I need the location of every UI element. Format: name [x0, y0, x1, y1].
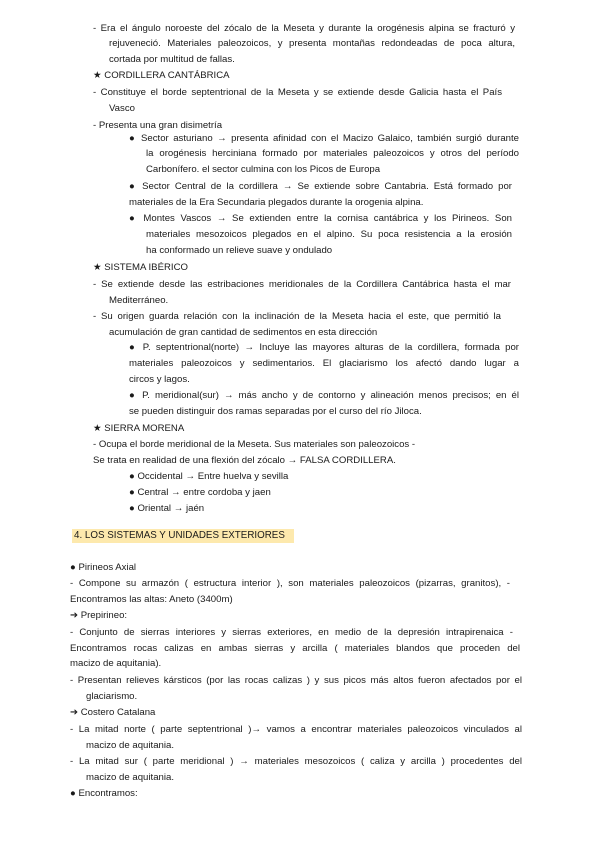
bullet-sector-asturiano: ● Sector asturiano → presenta afinidad con el Macizo Galaico, también surgió durante: [129, 133, 519, 144]
bullet-pirineos-axial: ● Pirineos Axial: [70, 562, 137, 573]
paragraph-line: - Presentan relieves kársticos (por las rocas calizas ) y sus picos más altos fueron afectados por el: [70, 675, 522, 686]
bullet-occidental: ● Occidental → Entre huelva y sevilla: [129, 471, 289, 482]
paragraph-line: - Compone su armazón ( estructura interior ), son materiales paleozoicos (pizarras, granitos), -: [70, 578, 510, 589]
paragraph-line: glaciarismo.: [86, 691, 138, 702]
paragraph-line: Encontramos las altas: Aneto (3400m): [70, 594, 233, 605]
paragraph-line: Mediterráneo.: [109, 295, 169, 306]
paragraph-line: rejuveneció. Materiales paleozoicos, y presenta montañas redondeadas de poca altura,: [109, 38, 515, 49]
paragraph-line: la orogénesis herciniana formado por materiales paleozoicos y otros del período: [146, 148, 519, 159]
paragraph-line: - Constituye el borde septentrional de la Meseta y se extiende desde Galicia hasta el País: [93, 87, 502, 98]
bullet-oriental: ● Oriental → jaén: [129, 503, 205, 514]
paragraph-line: Vasco: [109, 103, 135, 114]
paragraph-line: Se trata en realidad de una flexión del zócalo → FALSA CORDILLERA.: [93, 455, 396, 466]
paragraph-line: - La mitad norte ( parte septentrional )→ vamos a encontrar materiales paleozoicos vinculados al: [70, 724, 522, 735]
paragraph-line: cortada por multitud de fallas.: [109, 54, 235, 65]
paragraph-line: - Era el ángulo noroeste del zócalo de la Meseta y durante la orogénesis alpina se fracturó y: [93, 23, 515, 34]
heading-sistema-iberico: ★ SISTEMA IBÉRICO: [93, 262, 188, 273]
paragraph-line: - Conjunto de sierras interiores y sierras exteriores, en medio de la depresión intrapirenaica -: [70, 627, 513, 638]
paragraph-line: macizo de aquitania.: [86, 740, 174, 751]
paragraph-line: macizo de aquitania).: [70, 658, 162, 669]
paragraph-line: Encontramos rocas calizas en ambas sierras y arcilla ( materiales blandos que proceden del: [70, 643, 520, 654]
section-heading-4: 4. LOS SISTEMAS Y UNIDADES EXTERIORES: [74, 530, 285, 541]
paragraph-line: - Su origen guarda relación con la inclinación de la Meseta hacia el este, que permitió la: [93, 311, 501, 322]
paragraph-line: materiales paleozoicos y sedimentarios. El glaciarismo los afectó dando lugar a: [129, 358, 519, 369]
paragraph-line: materiales de la Era Secundaria plegados durante la orogenia alpina.: [129, 197, 424, 208]
paragraph-line: - La mitad sur ( parte meridional ) → materiales mesozoicos ( caliza y arcilla ) procedentes del: [70, 756, 522, 767]
paragraph-line: macizo de aquitania.: [86, 772, 174, 783]
paragraph-line: acumulación de gran cantidad de sedimentos en esta dirección: [109, 327, 378, 338]
bullet-sector-central: ● Sector Central de la cordillera → Se extiende sobre Cantabria. Está formado por: [129, 181, 512, 192]
paragraph-line: - Se extiende desde las estribaciones meridionales de la Cordillera Cantábrica hasta el mar: [93, 279, 511, 290]
bullet-p-meridional: ● P. meridional(sur) → más ancho y de contorno y alineación menos precisos; en él: [129, 390, 519, 401]
heading-cordillera-cantabrica: ★ CORDILLERA CANTÁBRICA: [93, 70, 230, 81]
bullet-encontramos: ● Encontramos:: [70, 788, 138, 799]
heading-sierra-morena: ★ SIERRA MORENA: [93, 423, 185, 434]
paragraph-line: circos y lagos.: [129, 374, 190, 385]
bullet-central: ● Central → entre cordoba y jaen: [129, 487, 271, 498]
paragraph-line: ha conformado un relieve suave y ondulado: [146, 245, 333, 256]
paragraph-line: se pueden distinguir dos ramas separadas por el curso del río Jiloca.: [129, 406, 422, 417]
paragraph-line: - Ocupa el borde meridional de la Meseta. Sus materiales son paleozoicos -: [93, 439, 416, 450]
bullet-montes-vascos: ● Montes Vascos → Se extienden entre la cornisa cantábrica y los Pirineos. Son: [129, 213, 512, 224]
heading-prepirineo: ➔ Prepirineo:: [70, 610, 128, 621]
bullet-p-septentrional: ● P. septentrional(norte) → Incluye las mayores alturas de la cordillera, formada por: [129, 342, 519, 353]
paragraph-line: Carbonífero. el sector culmina con los Picos de Europa: [146, 164, 381, 175]
paragraph-line: - Presenta una gran disimetría: [93, 120, 223, 131]
paragraph-line: materiales mesozoicos plegados en el alpino. Su poca resistencia a la erosión: [146, 229, 512, 240]
heading-costero-catalana: ➔ Costero Catalana: [70, 707, 156, 718]
